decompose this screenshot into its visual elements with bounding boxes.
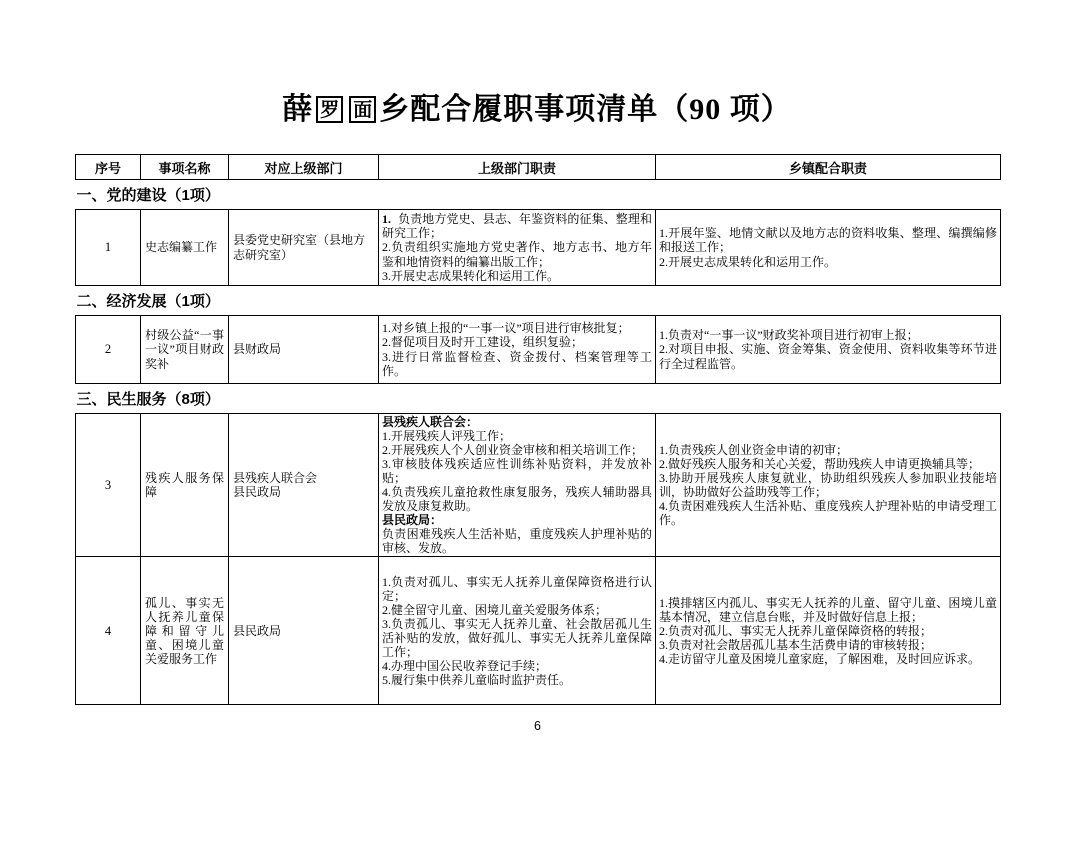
duty-item: 2.负责组织实施地方党史著作、地方志书、地方年鉴和地情资料的编纂出版工作； <box>382 240 652 269</box>
duty-item: 4.负责困难残疾人生活补贴、重度残疾人护理补贴的申请受理工作。 <box>659 499 997 528</box>
row-number: 3 <box>76 414 141 557</box>
department-line: 县委党史研究室（县地方志研究室） <box>233 233 366 262</box>
superior-duties <box>379 210 656 286</box>
duty-item: 4.办理中国公民收养登记手续； <box>382 658 548 673</box>
duty-item: 2.开展史志成果转化和运用工作。 <box>659 254 837 269</box>
row-number: 2 <box>76 316 141 384</box>
duty-table-body <box>76 180 1001 705</box>
superior-duties <box>379 316 656 384</box>
section-row <box>76 384 1001 414</box>
title-part2: 乡配合履职事项清单（90 项） <box>379 93 792 126</box>
department <box>229 557 379 705</box>
table-row <box>76 414 1001 557</box>
title-part1: 薛 <box>282 93 314 126</box>
duty-item: 1.对乡镇上报的“一事一议”项目进行审核批复； <box>382 321 630 336</box>
page-number: 6 <box>534 719 541 734</box>
duty-item: 2.健全留守儿童、困境儿童关爱服务体系； <box>382 602 608 617</box>
col-header-index: 序号 <box>76 155 141 180</box>
township-duties <box>656 316 1001 384</box>
col-header-township-duties: 乡镇配合职责 <box>656 155 1001 180</box>
duty-item: 2.负责对孤儿、事实无人抚养儿童保障资格的转报； <box>659 623 933 638</box>
row-number: 4 <box>76 557 141 705</box>
duty-item: 1.负责对孤儿、事实无人抚养儿童保障资格进行认定； <box>382 574 652 603</box>
duty-item: 3.审核肢体残疾适应性训练补贴资料，并发放补贴； <box>382 457 652 486</box>
department <box>229 414 379 557</box>
duty-item: 负责困难残疾人生活补贴，重度残疾人护理补贴的审核、发放。 <box>382 527 652 556</box>
section-header: 一、党的建设（1项） <box>76 180 1001 210</box>
item-name: 残疾人服务保障 <box>141 414 229 557</box>
duty-item: 3.负责对社会散居孤儿基本生活费申请的审核转报； <box>659 637 933 652</box>
item-name: 孤儿、事实无人抚养儿童保障和留守儿童、困境儿童关爱服务工作 <box>141 557 229 705</box>
superior-duties <box>379 414 656 557</box>
township-duties <box>656 210 1001 286</box>
duty-item: 1.开展年鉴、地情文献以及地方志的资料收集、整理、编撰编修和报送工作； <box>659 226 997 255</box>
duty-item: 3.协助开展残疾人康复就业，协助组织残疾人参加职业技能培训，协助做好公益助残等工作； <box>659 471 997 500</box>
department <box>229 210 379 286</box>
township-duties <box>656 414 1001 557</box>
table-row <box>76 210 1001 286</box>
duty-item: 1.开展残疾人评残工作； <box>382 429 512 444</box>
section-header: 三、民生服务（8项） <box>76 384 1001 414</box>
duty-item: 2.对项目申报、实施、资金筹集、资金使用、资料收集等环节进行全过程监管。 <box>659 342 997 371</box>
department <box>229 316 379 384</box>
duty-item: 2.督促项目及时开工建设，组织复验； <box>382 335 584 350</box>
item-name: 村级公益“一事一议”项目财政奖补 <box>141 316 229 384</box>
section-row <box>76 180 1001 210</box>
duty-item: 1. 负责地方党史、县志、年鉴资料的征集、整理和研究工作； <box>382 212 652 241</box>
boxed-char-2: 面 <box>349 96 376 123</box>
table-row <box>76 557 1001 705</box>
department-line: 县财政局 <box>233 342 282 357</box>
duty-item: 3.开展史志成果转化和运用工作。 <box>382 268 560 283</box>
item-name: 史志编纂工作 <box>141 210 229 286</box>
col-header-superior-duties: 上级部门职责 <box>379 155 656 180</box>
superior-duties <box>379 557 656 705</box>
duty-item: 3.负责孤儿、事实无人抚养儿童、社会散居孤儿生活补贴的发放，做好孤儿、事实无人抚养儿童保障工作； <box>382 616 652 659</box>
duty-item: 4.负责残疾儿童抢救性康复服务，残疾人辅助器具发放及康复救助。 <box>382 485 652 514</box>
row-number: 1 <box>76 210 141 286</box>
col-header-department: 对应上级部门 <box>229 155 379 180</box>
page-title <box>0 84 1074 128</box>
table-header-row <box>76 155 1001 180</box>
duty-item: 5.履行集中供养儿童临时监护责任。 <box>382 672 572 687</box>
duty-item: 3.进行日常监督检查、资金拨付、档案管理等工作。 <box>382 349 652 378</box>
col-header-item-name: 事项名称 <box>141 155 229 180</box>
section-header: 二、经济发展（1项） <box>76 286 1001 316</box>
duty-subheading: 县民政局： <box>382 513 443 528</box>
duty-item: 1.负责对“一事一议”财政奖补项目进行初审上报； <box>659 328 919 343</box>
duty-table <box>75 154 1001 705</box>
boxed-char-1: 罗 <box>316 96 343 123</box>
table-row <box>76 316 1001 384</box>
duty-item: 1.负责残疾人创业资金申请的初审； <box>659 443 849 458</box>
duty-item: 2.做好残疾人服务和关心关爱，帮助残疾人申请更换辅具等； <box>659 457 981 472</box>
department-line: 县残疾人联合会 <box>233 471 318 486</box>
duty-item: 1.摸排辖区内孤儿、事实无人抚养的儿童、留守儿童、困境儿童基本情况，建立信息台账，并及时做好信息上报； <box>659 595 997 624</box>
township-duties <box>656 557 1001 705</box>
duty-subheading: 县残疾人联合会： <box>382 415 479 429</box>
duty-item: 4.走访留守儿童及困境儿童家庭，了解困难，及时回应诉求。 <box>659 651 981 666</box>
department-line: 县民政局 <box>233 485 282 500</box>
duty-item: 2.开展残疾人个人创业资金审核和相关培训工作； <box>382 443 644 458</box>
department-line: 县民政局 <box>233 623 282 638</box>
section-row <box>76 286 1001 316</box>
